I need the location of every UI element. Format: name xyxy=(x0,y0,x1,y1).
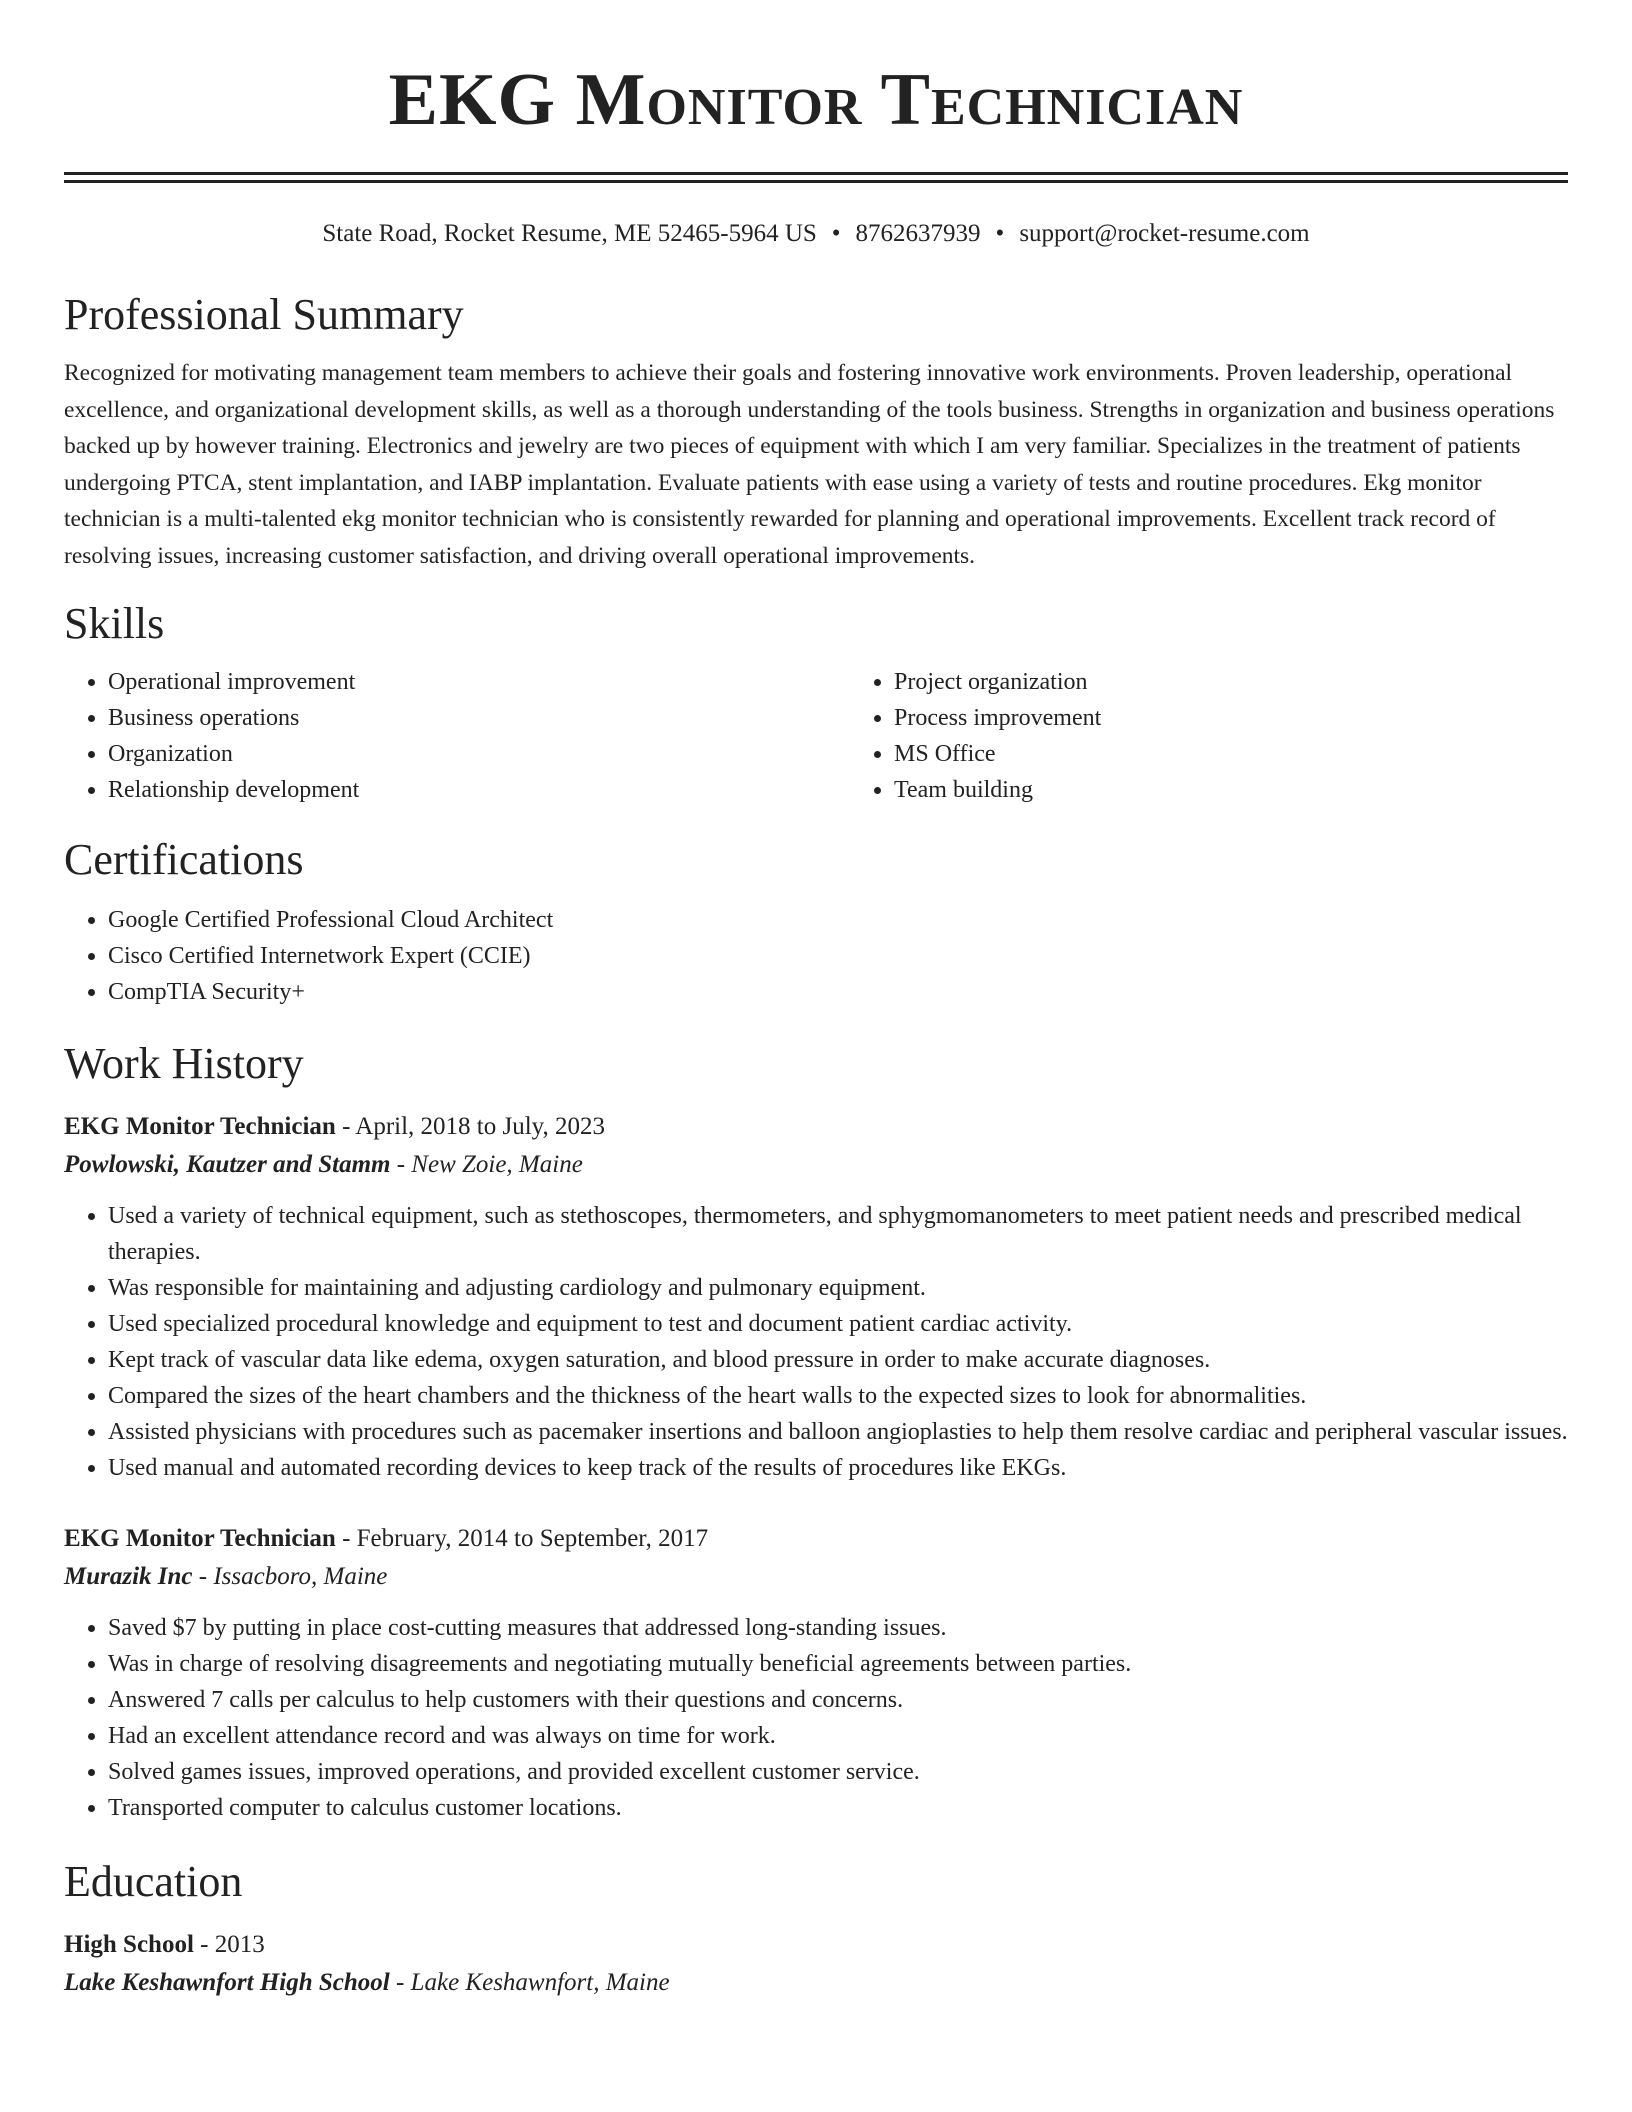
job-location: - New Zoie, Maine xyxy=(390,1151,583,1178)
job-location: - Issacboro, Maine xyxy=(192,1563,388,1590)
skills-columns xyxy=(64,664,1568,808)
certifications-heading: Certifications xyxy=(64,835,304,884)
job-dates: - February, 2014 to September, 2017 xyxy=(335,1525,709,1552)
skills-list-left xyxy=(64,664,850,808)
job-bullet: • Used specialized procedural knowledge and equipment to test and document patient cardiac activity. xyxy=(108,1306,1568,1342)
contact-phone: 8762637939 xyxy=(855,220,981,247)
education-degree-line xyxy=(64,1926,1568,1964)
job-bullet: • Saved $7 by putting in place cost-cutting measures that addressed long-standing issues. xyxy=(108,1610,1568,1646)
skill-item: • Team building xyxy=(894,772,1101,808)
job-title-line xyxy=(64,1520,1568,1558)
education-degree: High School xyxy=(64,1931,194,1958)
education-school-line xyxy=(64,1964,1568,2002)
skill-item: • MS Office xyxy=(894,736,1101,772)
skill-item: • Project organization xyxy=(894,664,1101,700)
contact-line xyxy=(64,217,1568,251)
certification-item: • Google Certified Professional Cloud Architect xyxy=(108,902,1568,938)
work-history-heading: Work History xyxy=(64,1039,304,1088)
job-bullets xyxy=(64,1198,1568,1486)
certifications-list xyxy=(64,902,1568,1010)
job-bullet: • Transported computer to calculus customer locations. xyxy=(108,1790,1568,1826)
education-year: - 2013 xyxy=(193,1931,265,1958)
education-heading: Education xyxy=(64,1857,243,1906)
job-bullet: • Was in charge of resolving disagreements and negotiating mutually beneficial agreements between parties. xyxy=(108,1646,1568,1682)
resume-title: EKG Monitor Technician xyxy=(388,59,1244,141)
skill-item: • Operational improvement xyxy=(108,664,850,700)
job-bullets xyxy=(64,1610,1568,1826)
summary-text: Recognized for motivating management team members to achieve their goals and fostering innovative work environments. Proven leadership, operational excellence, and organizational development skills, as well as a thorough understanding of the tools business. Strengths in organization and business operations backed up by however training. Electronics and jewelry are two pieces of equipment with which I am very familiar. Specializes in the treatment of patients undergoing PTCA, stent implantation, and IABP implantation. Evaluate patients with ease using a variety of tests and routine procedures. Ekg monitor technician is a multi-talented ekg monitor technician who is consistently rewarded for planning and operational improvements. Excellent track record of resolving issues, increasing customer satisfaction, and driving overall operational improvements. xyxy=(64,360,1555,569)
contact-address: State Road, Rocket Resume, ME 52465-5964 US xyxy=(322,220,817,247)
skills-list-right xyxy=(850,664,1101,808)
certification-item: • Cisco Certified Internetwork Expert (CCIE) xyxy=(108,938,1568,974)
job-bullet: • Had an excellent attendance record and was always on time for work. xyxy=(108,1718,1568,1754)
job-entry xyxy=(64,1520,1568,1826)
summary-heading: Professional Summary xyxy=(64,290,464,339)
job-bullet: • Used manual and automated recording devices to keep track of the results of procedures like EKGs. xyxy=(108,1450,1568,1486)
job-dates: - April, 2018 to July, 2023 xyxy=(335,1113,606,1140)
skill-item: • Process improvement xyxy=(894,700,1101,736)
job-bullet: • Assisted physicians with procedures such as pacemaker insertions and balloon angioplasties to help them resolve cardiac and peripheral vascular issues. xyxy=(108,1414,1568,1450)
job-bullet: • Compared the sizes of the heart chambers and the thickness of the heart walls to the expected sizes to look for abnormalities. xyxy=(108,1378,1568,1414)
job-bullet: • Answered 7 calls per calculus to help customers with their questions and concerns. xyxy=(108,1682,1568,1718)
certification-item: • CompTIA Security+ xyxy=(108,974,1568,1010)
job-bullet: • Kept track of vascular data like edema, oxygen saturation, and blood pressure in order to make accurate diagnoses. xyxy=(108,1342,1568,1378)
job-company: Murazik Inc xyxy=(64,1563,193,1590)
education-location: - Lake Keshawnfort, Maine xyxy=(389,1969,670,1996)
skill-item: • Organization xyxy=(108,736,850,772)
job-company: Powlowski, Kautzer and Stamm xyxy=(64,1151,391,1178)
job-bullet: • Used a variety of technical equipment, such as stethoscopes, thermometers, and sphygmomanometers to meet patient needs and prescribed medical therapies. xyxy=(108,1198,1568,1270)
separator-dot: • xyxy=(831,220,841,247)
skill-item: • Relationship development xyxy=(108,772,850,808)
job-title: EKG Monitor Technician xyxy=(64,1113,336,1140)
job-title-line xyxy=(64,1108,1568,1146)
separator-dot: • xyxy=(995,220,1005,247)
job-title: EKG Monitor Technician xyxy=(64,1525,336,1552)
skills-heading: Skills xyxy=(64,599,165,648)
job-entry xyxy=(64,1108,1568,1486)
job-bullet: • Was responsible for maintaining and adjusting cardiology and pulmonary equipment. xyxy=(108,1270,1568,1306)
job-bullet: • Solved games issues, improved operations, and provided excellent customer service. xyxy=(108,1754,1568,1790)
education-school: Lake Keshawnfort High School xyxy=(64,1969,390,1996)
skill-item: • Business operations xyxy=(108,700,850,736)
job-company-line xyxy=(64,1558,1568,1596)
job-company-line xyxy=(64,1146,1568,1184)
education-entry xyxy=(64,1926,1568,2002)
title-double-rule xyxy=(64,172,1568,183)
contact-email: support@rocket-resume.com xyxy=(1019,220,1310,247)
